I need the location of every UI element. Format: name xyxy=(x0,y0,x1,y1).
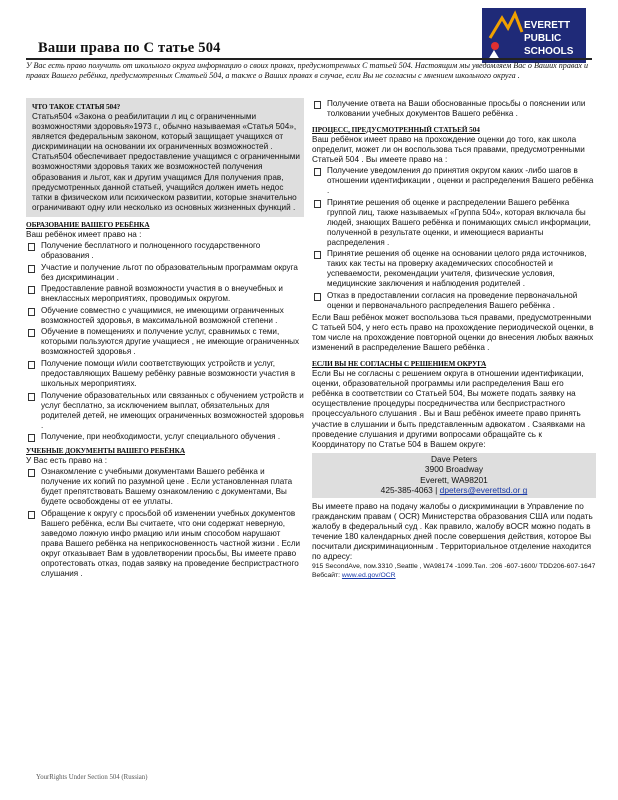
checkbox-bullet-icon xyxy=(28,243,35,251)
checkbox-bullet-icon xyxy=(314,101,321,109)
section-title-records: УЧЕБНЫЕ ДОКУМЕНТЫ ВАШЕГО РЕБЁНКА xyxy=(26,446,185,456)
checkbox-bullet-icon xyxy=(28,329,35,337)
checkbox-bullet-icon xyxy=(28,511,35,519)
list-item: Принятие решения об оценке на основании целого ряда источников, таких как тесты на проверку академических способностей и успеваемости, рекомендации учителя, физические условия, медицинские заключения и наблюдения родителей . xyxy=(312,249,596,289)
checkbox-bullet-icon xyxy=(28,265,35,273)
checkbox-bullet-icon xyxy=(28,361,35,369)
checkbox-bullet-icon xyxy=(28,393,35,401)
page-title: Ваши права по С татье 504 xyxy=(38,40,221,56)
list-item: Получение бесплатного и полноценного государственного образования . xyxy=(26,241,304,261)
list-item: Отказ в предоставлении согласия на проведение первоначальной оценки и первоначального распределения Вашего ребёнка . xyxy=(312,291,596,311)
ocr-address: 915 SecondAve, пом.3310 ,Seattle , WA98174 -1099.Тел. :206 -607-1600/ TDD206-607-1647 xyxy=(312,563,596,571)
education-list xyxy=(26,241,304,442)
contact-name: Dave Peters xyxy=(430,453,478,464)
disagree-text: Если Вы не согласны с решением округа в отношении идентификации, оценки, образовательной программы или распределения Ваш его ребёнка в соответствии со Статьей 504, Вы можете подать заявку на осуществление процедуры посредничества или беспристрастного процессуального слушания . Вы и Ваш ребёнок имеете право принять участие в слушании и быть представленным адвокатом . Сзаявками на проведение слушания и другими вопросами обращайте сь к Координатору по Статье 504 в Вашем округе: xyxy=(312,369,586,449)
process-lead: Ваш ребёнок имеет право на прохождение оценки до того, как школа определит, может ли он воспользова ться правами, предусмотренными Статьей 504 . Вы имеете право на : xyxy=(312,135,585,165)
records-list xyxy=(26,467,304,579)
list-item: Получение образовательных или связанных с обучением устройств и услуг бесплатно, за исключением выплат, обязательных для родителей детей, не имеющих ограниченных возможностей здоровья . xyxy=(26,391,304,431)
education-lead: Ваш ребёнок имеет право на : xyxy=(26,229,142,239)
list-item: Обучение совместно с учащимися, не имеющими ограниченных возможностей здоровья, в максимальной возможной степени . xyxy=(26,306,304,326)
records-lead: У Вас есть право на : xyxy=(26,456,108,466)
coordinator-contact-box xyxy=(312,453,596,498)
contact-city: Everett, WA98201 xyxy=(420,474,488,485)
what-is-504-text: Статья504 «Закона о реабилитации л иц с ограниченными возможностями здоровья»1973 г., обычно называемая «Статья 504», является федеральным законом, который защищает учащихся от дискриминации на основании их ограниченных возможностей . Статья504 обеспечивает предоставление учащимся с ограниченными возможностями здоровья таких же возможностей получения образования и льгот, как и другим учащимся Для получения прав, предусмотренных данной статьей, учащийся должен иметь недос татки в физическом или психическом развитии, которые значительно ограничивают одну или несколько из основных жизненных функций . xyxy=(32,112,300,212)
left-column xyxy=(26,98,304,580)
intro-text: У Вас есть право получить от школьного округа информацию о своих правах, предусмотренных С татьей 504. Настоящим мы уведомляем Вас о Ваших правах и правах Вашего ребёнка, предусмотренных Статьей 504, а также о Ваших правах в случае, если Вы не согласны с мнением школьного округа . xyxy=(26,61,589,81)
list-item: Получение уведомления до принятия округом каких -либо шагов в отношении идентификации , оценки и распределения Вашего ребёнка . xyxy=(312,166,596,196)
svg-text:PUBLIC: PUBLIC xyxy=(524,33,562,44)
list-item: Получение ответа на Ваши обоснованные просьбы о пояснении или толковании учебных документов Вашего ребёнка . xyxy=(312,99,596,119)
footer-text: YourRights Under Section 504 (Russian) xyxy=(36,774,148,781)
section-title-disagree: ЕСЛИ ВЫ НЕ СОГЛАСНЫ С РЕШЕНИЕМ ОКРУГА xyxy=(312,359,487,369)
contact-street: 3900 Broadway xyxy=(424,464,484,475)
checkbox-bullet-icon xyxy=(314,168,321,176)
list-item: Принятие решения об оценке и распределении Вашего ребёнка группой лиц, также называемых «Группа 504», которая включала бы людей, знающих Вашего ребёнка и понимающих смысл информации, полученной в результате оценки, и имеющиеся варианты распределения . xyxy=(312,198,596,248)
complaint-text: Вы имеете право на подачу жалобы о дискриминации в Управление по гражданским правам ( ОСR) Министерства образования США или подать жалобу в федеральный суд . Как правило, жалобу вОСR можно подать в течение 180 календарных дней после совершения действия, которое Вы посчитали дискриминационным . Территориальное отделение находится по адресу: xyxy=(312,501,593,562)
section-title-what-is-504: ЧТО ТАКОЕ СТАТЬЯ 504? xyxy=(32,102,121,111)
process-list xyxy=(312,166,596,311)
checkbox-bullet-icon xyxy=(314,293,321,301)
section-title-education: ОБРАЗОВАНИЕ ВАШЕГО РЕБЁНКА xyxy=(26,219,150,229)
ocr-website-link[interactable]: www.ed.gov/OCR xyxy=(341,572,396,580)
checkbox-bullet-icon xyxy=(28,308,35,316)
contact-email-link[interactable]: dpeters@everettsd.or g xyxy=(439,485,528,496)
checkbox-bullet-icon xyxy=(28,286,35,294)
checkbox-bullet-icon xyxy=(28,434,35,442)
list-item: Обучение в помещениях и получение услуг, сравнимых с теми, которыми пользуются другие учащиеся , не имеющие ограниченных возможностей здоровья . xyxy=(26,327,304,357)
section-title-504-process: ПРОЦЕСС, ПРЕДУСМОТРЕННЫЙ СТАТЬЕЙ 504 xyxy=(312,125,480,134)
ocr-website-line xyxy=(312,571,596,580)
header-divider xyxy=(26,58,592,60)
list-item: Предоставление равной возможности участия в о внеучебных и внеклассных мероприятиях, проводимых округом. xyxy=(26,284,304,304)
website-label: Вебсайт: xyxy=(312,572,342,580)
right-column xyxy=(312,98,596,580)
what-is-504-box xyxy=(26,98,304,217)
svg-text:EVERETT: EVERETT xyxy=(524,20,571,31)
checkbox-bullet-icon xyxy=(28,469,35,477)
checkbox-bullet-icon xyxy=(314,251,321,259)
contact-phone: 425-385-4063 | xyxy=(380,485,440,496)
everett-public-schools-logo xyxy=(482,8,586,63)
list-item: Обращение к округу с просьбой об изменении учебных документов Вашего ребёнка, если Вы считаете, что они содержат неверную, заведомо ложную инфо рмацию или иным способом нарушают права Вашего ребёнка на неприкосновенность частной жизни . Если округ отказывает Вам в удовлетворении просьбы, Вы имеете право опротестовать отказ, подав заявку на проведение беспристрастного слушания . xyxy=(26,509,304,579)
list-item: Получение помощи и/или соответствующих устройств и услуг, предоставляющих Вашему ребёнку равные возможности участия в школьных мероприятиях. xyxy=(26,359,304,389)
contact-phone-email xyxy=(312,485,596,496)
list-item: Ознакомление с учебными документами Вашего ребёнка и получение их копий по разумной цене . Если установленная плата будет препятствовать Вашему ознакомлению с документами, Вы будете освобождены от ее уплаты. xyxy=(26,467,304,507)
process-after-text: Если Ваш ребёнок может воспользова ться правами, предусмотренными С татьей 504, у него есть право на прохождение периодической оценки, в том числе на прохождение повторной оценки до внесения любых важных изменений в распределение Вашего ребёнка . xyxy=(312,312,594,352)
svg-text:SCHOOLS: SCHOOLS xyxy=(524,46,574,57)
records-list-continued xyxy=(312,99,596,119)
list-item: Получение, при необходимости, услуг специального обучения . xyxy=(26,432,304,442)
checkbox-bullet-icon xyxy=(314,200,321,208)
list-item: Участие и получение льгот по образовательным программам округа без дискриминации . xyxy=(26,263,304,283)
